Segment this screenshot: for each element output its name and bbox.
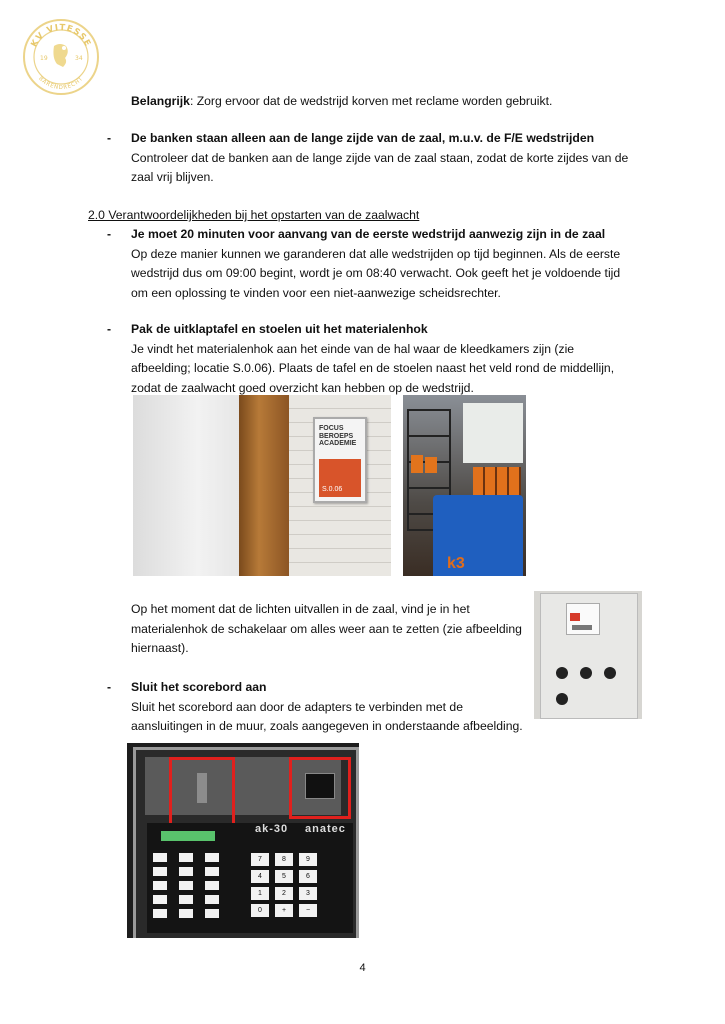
intro-paragraph — [131, 92, 552, 112]
keypad-key: 5 — [275, 870, 293, 883]
bullet-title-scorebord: Sluit het scorebord aan — [131, 680, 267, 694]
keypad-key: + — [275, 904, 293, 917]
bullet-line: Controleer dat de banken aan de lange zijde van de zaal staan, zodat de korte zijdes van de — [131, 150, 629, 165]
bullet-line: zodat de zaalwacht goed overzicht kan hebben op de wedstrijd. — [131, 380, 474, 395]
bullet-line: wedstrijd dus om 09:00 begint, wordt je om 08:40 verwacht. Ook geeft het je voldoende tijd — [131, 266, 621, 280]
keypad — [251, 853, 323, 923]
club-logo — [22, 18, 100, 96]
logo-top-text: KV VITESSE — [29, 22, 93, 49]
intro-rest: : Zorg ervoor dat de wedstrijd korven met reclame worden gebruikt. — [189, 94, 553, 108]
svg-text:19: 19 — [40, 55, 48, 62]
keypad-key: 2 — [275, 887, 293, 900]
bullet-title-aanwezig: Je moet 20 minuten voor aanvang van de eerste wedstrijd aanwezig zijn in de zaal — [131, 227, 606, 241]
keypad-key: 3 — [299, 887, 317, 900]
bullet-dash: - — [107, 322, 112, 336]
keypad-key: 9 — [299, 853, 317, 866]
keypad-key: 6 — [299, 870, 317, 883]
bullet-title-banken: De banken staan alleen aan de lange zijde van de zaal, m.u.v. de F/E wedstrijden — [131, 131, 595, 145]
photo-storage-room — [403, 395, 526, 576]
bullet-line: zaal vrij blijven. — [131, 170, 214, 184]
brand-name: anatec — [305, 823, 346, 835]
bullet-line: Je vindt het materialenhok aan het einde van de hal waar de kleedkamers zijn (zie — [131, 341, 575, 356]
logo-bottom-text: BARENDRECHT — [37, 75, 85, 92]
lights-line: materialenhok de schakelaar om alles weer aan te zetten (zie afbeelding — [131, 621, 522, 636]
keypad-key: 0 — [251, 904, 269, 917]
bullet-dash: - — [107, 131, 112, 145]
photo-switch-panel — [534, 591, 642, 719]
bullet-title-tafel: Pak de uitklaptafel en stoelen uit het materialenhok — [131, 322, 428, 336]
intro-lead: Belangrijk — [131, 94, 190, 108]
bullet-line: Op deze manier kunnen we garanderen dat alle wedstrijden op tijd beginnen. Als de eerste — [131, 246, 621, 261]
keypad-key: 1 — [251, 887, 269, 900]
keypad-key: 7 — [251, 853, 269, 866]
bullet-line: afbeelding; locatie S.0.06). Plaats de tafel en de stoelen naast het veld rond de middellijn, — [131, 361, 615, 375]
bullet-line: Sluit het scorebord aan door de adapters te verbinden met de — [131, 699, 463, 714]
keypad-key: 8 — [275, 853, 293, 866]
photo-room-sign: FOCUS BEROEPS ACADEMIE S.0.06 — [133, 395, 391, 576]
keypad-key: 4 — [251, 870, 269, 883]
section-heading: 2.0 Verantwoordelijkheden bij het opstarten van de zaalwacht — [88, 208, 420, 222]
bullet-dash: - — [107, 227, 112, 241]
page-number: 4 — [359, 962, 366, 974]
bullet-dash: - — [107, 680, 112, 694]
bullet-line: om een oplossing te vinden voor een niet-aanwezige scheidsrechter. — [131, 285, 501, 300]
room-number: S.0.06 — [322, 486, 343, 493]
lights-line: hiernaast). — [131, 641, 189, 655]
lights-line: Op het moment dat de lichten uitvallen in de zaal, vind je in het — [131, 602, 470, 616]
photo-scoreboard-controller — [127, 743, 359, 938]
brand-model: ak-30 — [255, 823, 289, 835]
bullet-line: aansluitingen in de muur, zoals aangegeven in onderstaande afbeelding. — [131, 719, 523, 733]
svg-text:34: 34 — [75, 55, 83, 62]
bin-label: k3 — [447, 555, 465, 572]
keypad-key: − — [299, 904, 317, 917]
